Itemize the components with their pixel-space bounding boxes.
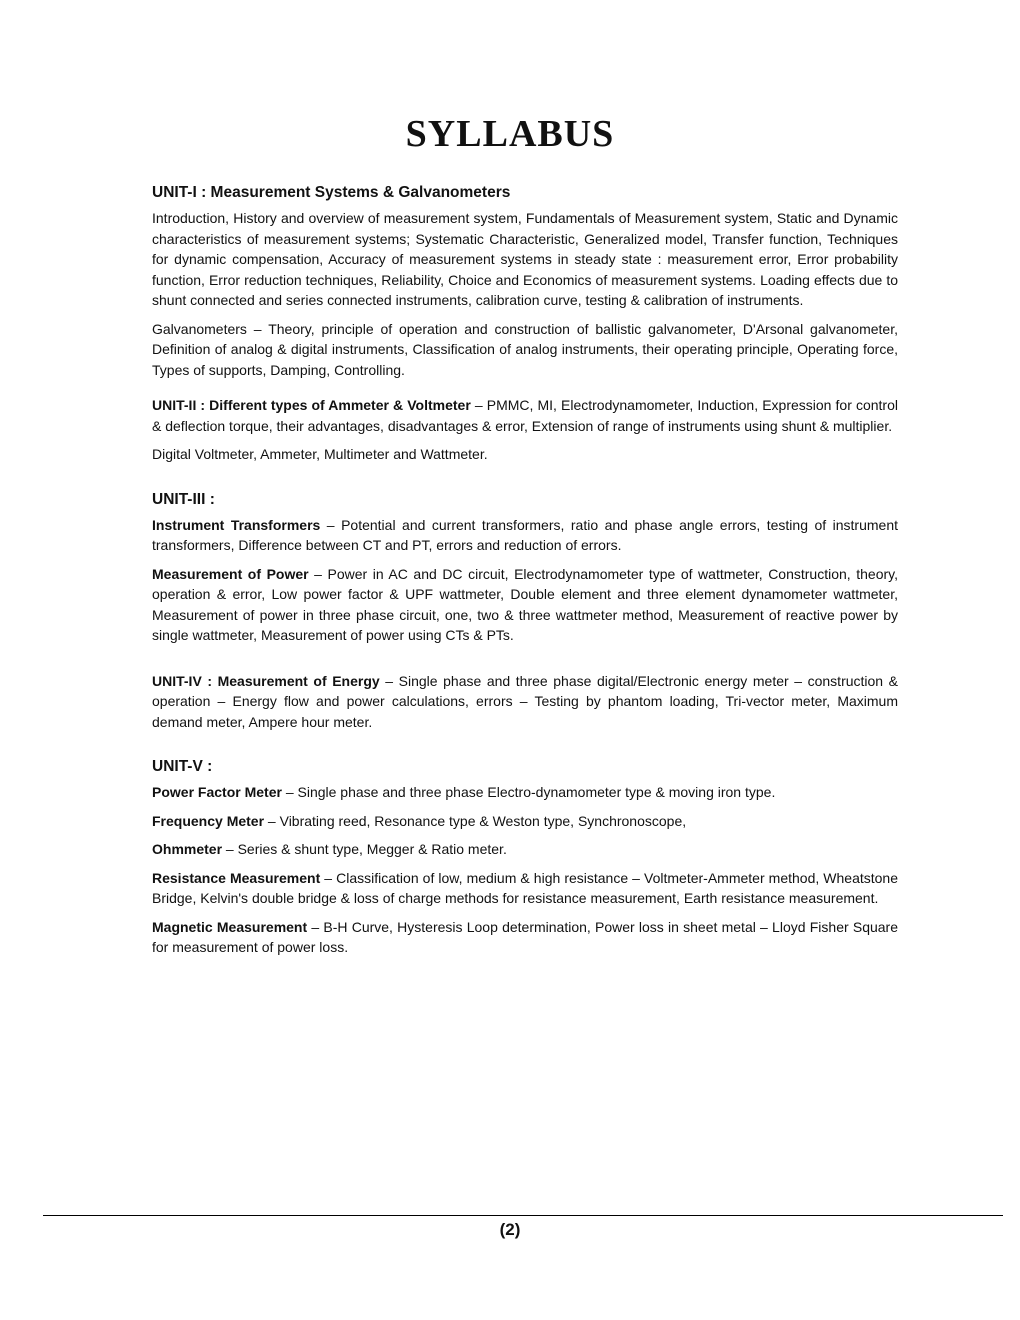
paragraph-text: – Single phase and three phase digital/Electronic energy meter – construction & operation – Energy flow and power calculations, errors – Testing by phantom loading, Tri-vector meter, Maximum demand meter, Ampere hour meter. — [152, 672, 898, 730]
unit-3-heading: UNIT-III : — [152, 490, 215, 508]
unit-1-paragraph-2 — [152, 319, 898, 381]
paragraph-text: Digital Voltmeter, Ammeter, Multimeter and Wattmeter. — [152, 446, 488, 462]
page-title: SYLLABUS — [405, 113, 615, 155]
unit-1-section — [152, 183, 898, 380]
footer-divider — [43, 1215, 1003, 1216]
topic-lead: Ohmmeter — [152, 841, 223, 857]
unit-5-paragraph-2 — [152, 811, 898, 832]
unit-1-paragraph-1 — [152, 208, 898, 311]
paragraph-text: Galvanometers – Theory, principle of operation and construction of ballistic galvanometer, D'Arsonal galvanometer, Definition of analog & digital instruments, Classification of analog instruments, their operating principle, Operating force, Types of supports, Damping, Controlling. — [152, 320, 898, 378]
unit-3-paragraph-1 — [152, 515, 898, 556]
paragraph-text: – Vibrating reed, Resonance type & Weston type, Synchronoscope, — [264, 812, 687, 829]
unit-2-paragraph-2 — [152, 444, 898, 465]
paragraph-text: – Potential and current transformers, ratio and phase angle errors, testing of instrument transformers, Difference between CT and PT, errors and reduction of errors. — [152, 516, 898, 553]
unit-5-heading: UNIT-V : — [152, 758, 213, 775]
unit-5-section — [152, 757, 898, 958]
unit-5-paragraph-1 — [152, 782, 898, 803]
unit-3-paragraph-2 — [152, 564, 898, 646]
topic-lead: Frequency Meter — [152, 812, 265, 829]
paragraph-text: – B-H Curve, Hysteresis Loop determination, Power loss in sheet metal – Lloyd Fisher Square for measurement of power loss. — [152, 918, 898, 955]
page-number: (2) — [499, 1220, 521, 1239]
topic-lead: Instrument Transformers — [152, 516, 321, 533]
topic-lead: Measurement of Power — [152, 565, 309, 582]
unit-2-paragraph-1 — [152, 395, 898, 436]
paragraph-text: – Power in AC and DC circuit, Electrodynamometer type of wattmeter, Construction, theory, operation & error, Low power factor & UPF wattmeter, Double element and three element dynamometer wattmeter, Measurement of power in three phase circuit, one, two & three wattmeter method, Measurement of reactive power by single wattmeter, Measurement of power using CTs & PTs. — [152, 565, 898, 643]
unit-4-paragraph-1 — [152, 671, 898, 733]
paragraph-text: – Single phase and three phase Electro-dynamometer type & moving iron type. — [281, 784, 776, 800]
unit-5-paragraph-3 — [152, 839, 898, 860]
unit-5-paragraph-5 — [152, 917, 898, 958]
paragraph-text: – Series & shunt type, Megger & Ratio meter. — [222, 841, 507, 857]
unit-2-section — [152, 395, 898, 465]
unit-2-heading: UNIT-II : Different types of Ammeter & Voltmeter — [152, 397, 471, 413]
topic-lead: Magnetic Measurement — [152, 918, 308, 935]
topic-lead: Resistance Measurement — [152, 869, 321, 886]
syllabus-content — [152, 183, 898, 973]
unit-1-heading: UNIT-I : Measurement Systems & Galvanometers — [152, 184, 511, 201]
unit-4-section — [152, 671, 898, 733]
unit-4-heading: UNIT-IV : Measurement of Energy — [152, 672, 380, 689]
paragraph-text: Introduction, History and overview of measurement system, Fundamentals of Measurement system, Static and Dynamic characteristics of measurement systems; Systematic Characteristic, Generalized model, Transfer function, Techniques for dynamic compensation, Accuracy of measurement systems in steady state : measurement error, Error probability function, Error reduction techniques, Reliability, Choice and Economics of measurement systems. Loading effects due to shunt connected and series connected instruments, calibration curve, testing & calibration of instruments. — [152, 210, 898, 308]
unit-5-paragraph-4 — [152, 868, 898, 909]
topic-lead: Power Factor Meter — [152, 784, 282, 800]
paragraph-text: – PMMC, MI, Electrodynamometer, Induction, Expression for control & deflection torque, their advantages, disadvantages & error, Extension of range of instruments using shunt & multiplier. — [152, 397, 898, 434]
unit-3-section — [152, 490, 898, 646]
paragraph-text: – Classification of low, medium & high resistance – Voltmeter-Ammeter method, Wheatstone Bridge, Kelvin's double bridge & loss of charge methods for resistance measurement, Earth resistance measurement. — [152, 869, 899, 906]
